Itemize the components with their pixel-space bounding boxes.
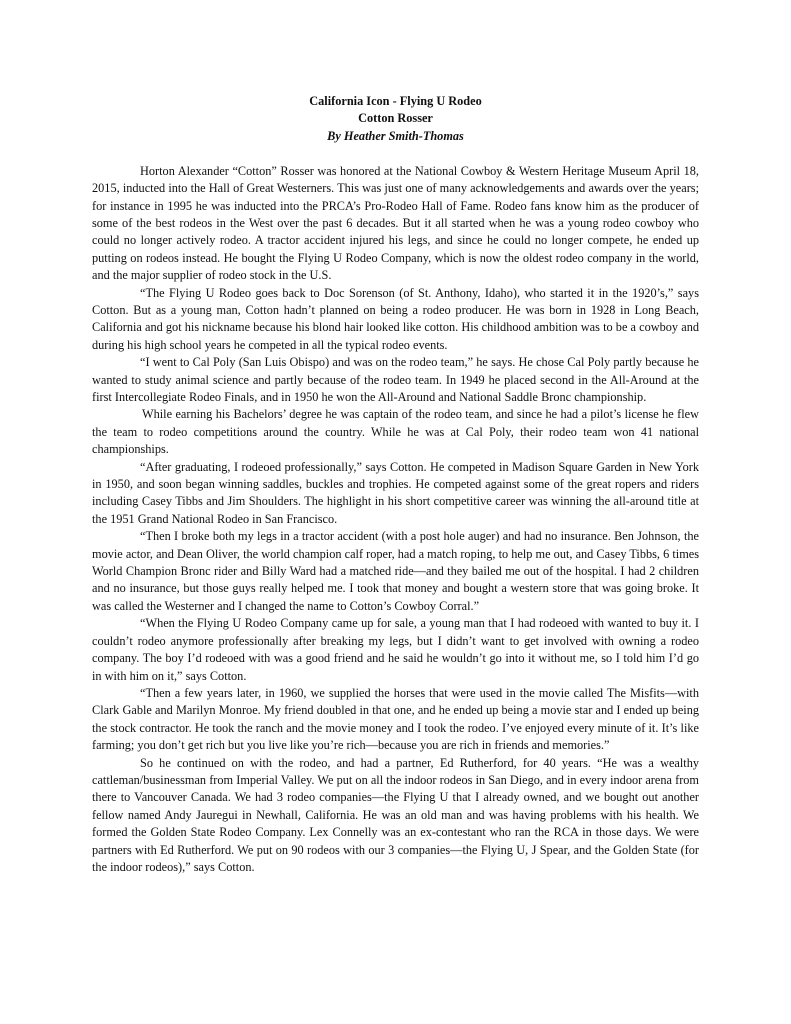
paragraph-4: While earning his Bachelors’ degree he was captain of the rodeo team, and since he had a pilot’s license he flew the team to rodeo competitions around the country. While he was at Cal Poly, their rodeo team won 41 national championships. <box>92 407 699 457</box>
paragraph-1: Horton Alexander “Cotton” Rosser was honored at the National Cowboy & Western Heritage Museum April 18, 2015, inducted into the Hall of Great Westerners. This was just one of many acknowledgements and awards over the years; for instance in 1995 he was inducted into the PRCA’s Pro-Rodeo Hall of Fame. Rodeo fans know him as the producer of some of the best rodeos in the West over the past 6 decades. But it all started when he was a young rodeo cowboy who could no longer actively rodeo. A tractor accident injured his legs, and since he could no longer compete, he ended up putting on rodeos instead. He bought the Flying U Rodeo Company, which is now the oldest rodeo company in the world, and the major supplier of rodeo stock in the U.S. <box>92 163 699 283</box>
paragraph-3: “I went to Cal Poly (San Luis Obispo) and was on the rodeo team,” he says. He chose Cal Poly partly because he wanted to study animal science and partly because of the rodeo team. In 1949 he placed second in the All-Around at the first Intercollegiate Rodeo Finals, and in 1950 he won the All-Around and National Saddle Bronc championship. <box>92 355 699 404</box>
article-subtitle: Cotton Rosser <box>358 111 433 126</box>
article-heading <box>92 93 699 145</box>
article-byline: By Heather Smith-Thomas <box>327 128 464 143</box>
paragraph-2: “The Flying U Rodeo goes back to Doc Sorenson (of St. Anthony, Idaho), who started it in the 1920’s,” says Cotton. But as a young man, Cotton hadn’t planned on being a rodeo producer. He was born in 1928 in Long Beach, California and got his nickname because his blond hair looked like cotton. His childhood ambition was to be a cowboy and during his high school years he competed in all the typical rodeo events. <box>92 285 699 352</box>
heading-spacer <box>92 145 699 163</box>
article-body <box>92 163 699 877</box>
paragraph-9: So he continued on with the rodeo, and had a partner, Ed Rutherford, for 40 years. “He was a wealthy cattleman/businessman from Imperial Valley. We put on all the indoor rodeos in San Diego, and in every indoor arena from there to Vancouver Canada. We had 3 rodeo companies—the Flying U that I already owned, and we bought out another fellow named Andy Jauregui in Newhall, California. He was an old man and was having problems with his health. We formed the Golden State Rodeo Company. Lex Connelly was an ex-contestant who ran the RCA in those days. We were partners with Ed Rutherford. We put on 90 rodeos with our 3 companies—the Flying U, J Spear, and the Golden State (for the indoor rodeos),” says Cotton. <box>92 755 699 874</box>
paragraph-6: “Then I broke both my legs in a tractor accident (with a post hole auger) and had no insurance. Ben Johnson, the movie actor, and Dean Oliver, the world champion calf roper, had a match roping, to help me out, and Casey Tibbs, 6 times World Champion Bronc rider and Billy Ward had a matched ride—and they bailed me out of the hospital. I had 2 children and no insurance, but those guys really helped me. I took that money and bought a western store that was going broke. It was called the Westerner and I changed the name to Cotton’s Cowboy Corral.” <box>92 529 699 613</box>
document-page <box>92 93 699 876</box>
paragraph-8: “Then a few years later, in 1960, we supplied the horses that were used in the movie called The Misfits—with Clark Gable and Marilyn Monroe. My friend doubled in that one, and he ended up being a movie star and I ended up being the stock contractor. He took the ranch and the movie money and I took the rodeo. I’ve enjoyed every minute of it. It’s like farming; you don’t get rich but you live like you’re rich—because you are rich in friends and memories.” <box>92 685 699 753</box>
article-title: California Icon - Flying U Rodeo <box>309 94 482 108</box>
paragraph-7: “When the Flying U Rodeo Company came up for sale, a young man that I had rodeoed with wanted to buy it. I couldn’t rodeo anymore professionally after breaking my legs, but I didn’t want to get involved with owning a rodeo company. The boy I’d rodeoed with was a good friend and he said he wouldn’t go into it without me, so I told him I’d go in with him on it,” says Cotton. <box>92 616 699 683</box>
paragraph-5: “After graduating, I rodeoed professionally,” says Cotton. He competed in Madison Square Garden in New York in 1950, and soon began winning saddles, buckles and trophies. He competed against some of the great ropers and riders including Casey Tibbs and Jim Shoulders. The highlight in his short competitive career was winning the all-around title at the 1951 Grand National Rodeo in San Francisco. <box>92 459 699 526</box>
